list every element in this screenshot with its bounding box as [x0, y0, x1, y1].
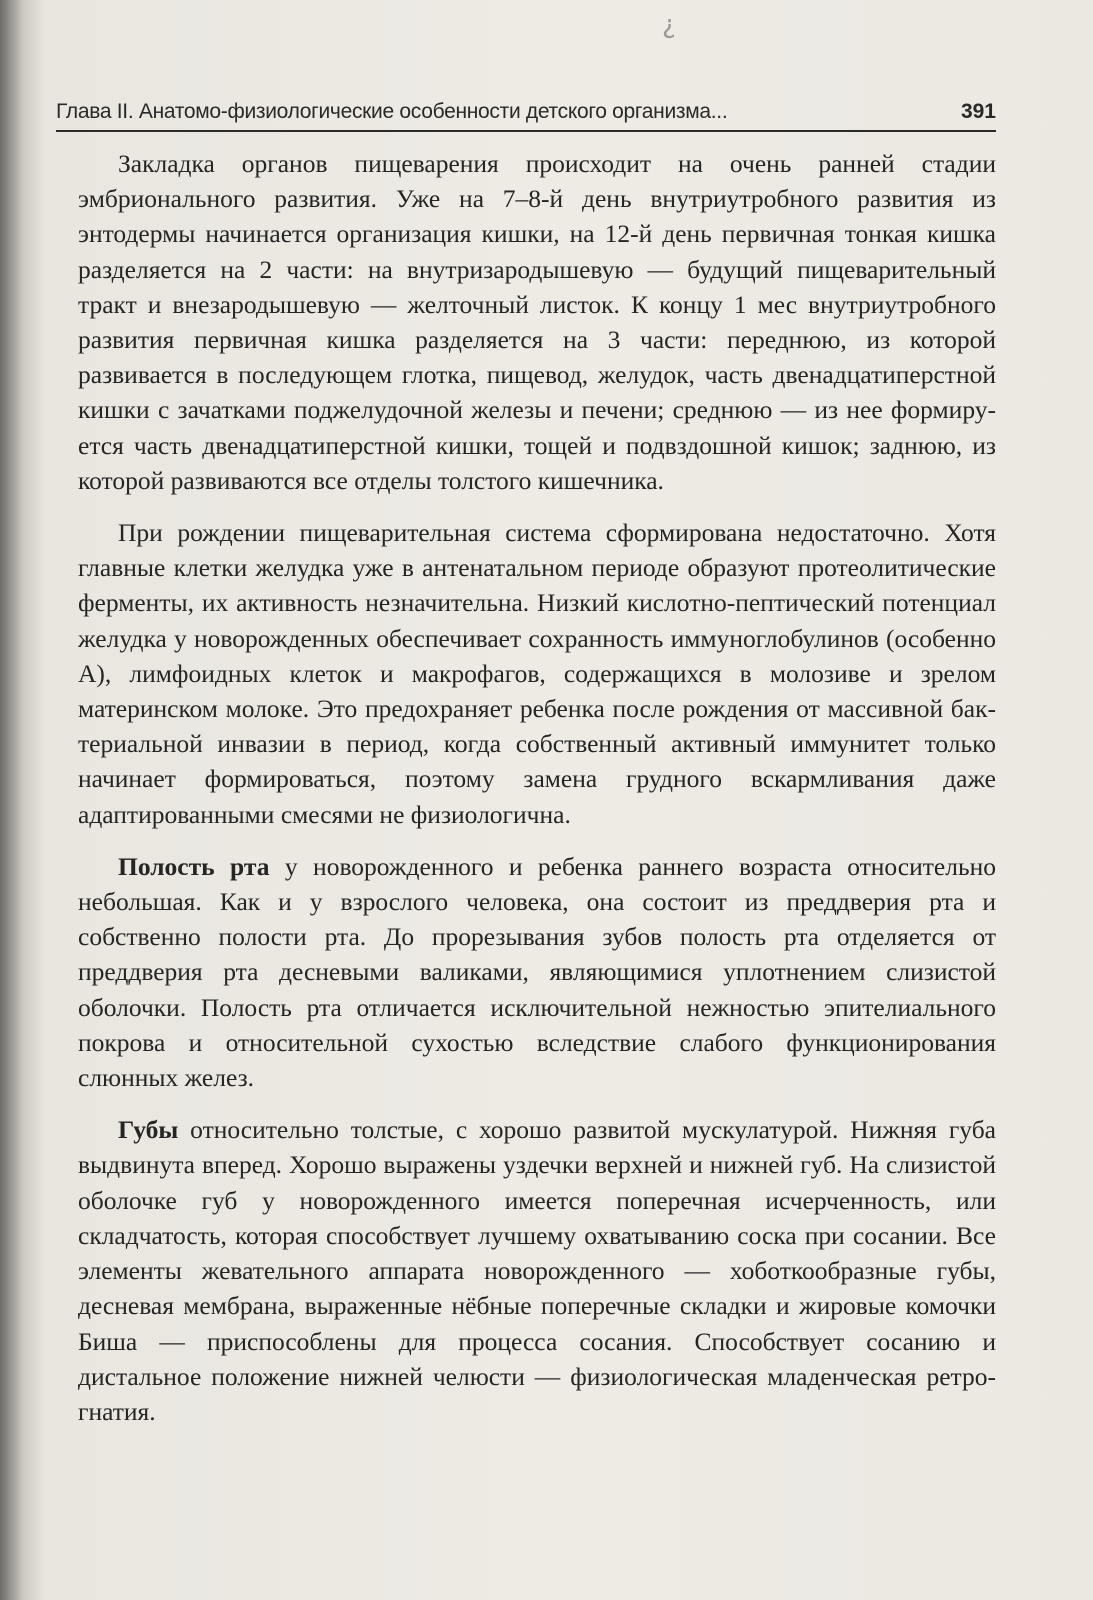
paragraph-embryonic-development — [78, 146, 996, 498]
chapter-title: Глава II. Анатомо-физиологические особенности детского организма... — [56, 100, 728, 123]
paragraph-text: При рождении пищеварительная система сформирована недостаточно. Хотя главные клетки желудка уже в антенатальном периоде образуют протеолитические ферменты, их активность незначительна. Низкий кислотно-пептический потенциал желудка у новорожденных обеспечивает сохранность иммуноглобулинов (особенно А), лимфоидных клеток и макрофагов, содержащихся в молозиве и зрелом материнском молоке. Это предохраняет ребенка после рождения от массивной бактериальной инвазии в период, когда собственный активный иммунитет только начинает формироваться, поэтому замена грудного вскармливания даже адаптированными смесями не физиологична. — [78, 518, 996, 829]
paragraph-text: Закладка органов пищеварения происходит на очень ранней стадии эмбрионального развития. Уже на 7–8-й день внутриутробного развития из энтодермы начинается организация кишки, на 12-й день первичная тонкая кишка разделяется на 2 части: на внутризародышевую — будущий пищеварительный тракт и внезародышевую — желточный листок. К концу 1 мес внутриутробного развития первичная кишка разделяется на 3 части: переднюю, из которой развивается в последующем глотка, пищевод, желудок, часть двенадцатиперстной кишки с зачатками поджелудочной железы и печени; среднюю — из нее формируется часть двенадцатиперстной кишки, тощей и подвздошной кишок; заднюю, из которой развиваются все отделы толстого кишечника. — [78, 149, 996, 495]
paragraph-lead-term: Губы — [118, 1115, 179, 1145]
body-text — [78, 146, 996, 1446]
paragraph-text: у новорожденного и ребенка раннего возраста относительно небольшая. Как и у взрослого человека, она состоит из преддверия рта и собственно полости рта. До прорезывания зубов полость рта отделяется от преддверия рта десневыми валиками, являющимися уплотнением слизистой оболочки. Полость рта отличается исключительной нежностью эпителиального покрова и относительной сухостью вследствие слабого функционирования слюнных желез. — [78, 851, 996, 1093]
paragraph-text: относительно толстые, с хорошо развитой мускулатурой. Нижняя губа выдвинута вперед. Хорошо выражены уздечки верхней и нижней губ. На слизистой оболочке губ у новорожденного имеется поперечная исчерченность, или складчатость, которая способствует лучшему охватыванию соска при сосании. Все элементы жевательного аппарата новорожденного — хоботкообразные губы, десневая мембрана, выраженные нёбные поперечные складки и жировые комочки Биша — приспособлены для процесса сосания. Способствует сосанию и дистальное положение нижней челюсти — физиологическая младенческая ретрогнатия. — [78, 1115, 996, 1426]
paragraph-lead-term: Полость рта — [118, 851, 270, 881]
running-header — [56, 92, 996, 132]
book-spine-shadow — [0, 0, 24, 1600]
paragraph-oral-cavity — [78, 849, 996, 1095]
page-number: 391 — [960, 100, 996, 123]
paragraph-at-birth — [78, 515, 996, 832]
paragraph-lips — [78, 1112, 996, 1429]
pencil-mark-icon: ¿ — [662, 10, 676, 40]
